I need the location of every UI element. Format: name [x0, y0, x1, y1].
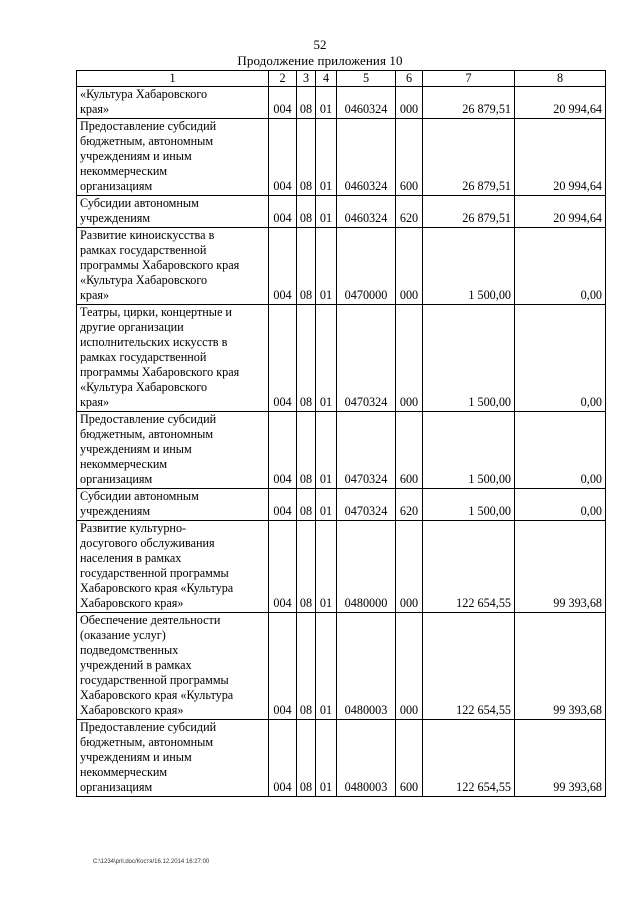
description-line: организациям	[80, 472, 153, 486]
description-line: программы Хабаровского края	[80, 365, 240, 379]
description-line: исполнительских искусств в	[80, 335, 228, 349]
section-code-cell: 08	[297, 305, 316, 412]
expense-type-cell: 000	[396, 228, 423, 305]
description-line: «Культура Хабаровского	[80, 87, 208, 101]
amount-actual-cell: 0,00	[515, 228, 606, 305]
table-header-row	[77, 71, 606, 87]
description-line: учреждениям	[80, 211, 151, 225]
row-description	[77, 305, 269, 412]
section-code-cell: 08	[297, 720, 316, 797]
description-line: досугового обслуживания	[80, 536, 215, 550]
target-article-cell: 0460324	[337, 87, 396, 119]
section-code-cell: 08	[297, 228, 316, 305]
section-code-cell: 08	[297, 87, 316, 119]
amount-plan-cell: 122 654,55	[423, 521, 515, 613]
section-code-cell: 08	[297, 412, 316, 489]
ministry-code-cell: 004	[269, 489, 297, 521]
row-description	[77, 228, 269, 305]
table-row	[77, 613, 606, 720]
subsection-code-cell: 01	[316, 412, 337, 489]
target-article-cell: 0470324	[337, 412, 396, 489]
description-line: Хабаровского края»	[80, 596, 184, 610]
description-line: некоммерческим	[80, 164, 168, 178]
description-line: Предоставление субсидий	[80, 720, 217, 734]
description-line: рамках государственной	[80, 350, 207, 364]
amount-actual-cell: 99 393,68	[515, 720, 606, 797]
description-line: некоммерческим	[80, 765, 168, 779]
target-article-cell: 0470324	[337, 489, 396, 521]
expense-type-cell: 600	[396, 720, 423, 797]
expense-type-cell: 000	[396, 305, 423, 412]
header-cell: 6	[396, 71, 423, 87]
header-cell: 4	[316, 71, 337, 87]
subsection-code-cell: 01	[316, 87, 337, 119]
description-line: государственной программы	[80, 566, 229, 580]
ministry-code-cell: 004	[269, 613, 297, 720]
target-article-cell: 0460324	[337, 119, 396, 196]
description-line: бюджетным, автономным	[80, 427, 214, 441]
description-line: государственной программы	[80, 673, 229, 687]
section-code-cell: 08	[297, 119, 316, 196]
amount-plan-cell: 1 500,00	[423, 305, 515, 412]
table-row	[77, 196, 606, 228]
description-line: Театры, цирки, концертные и	[80, 305, 232, 319]
row-description	[77, 720, 269, 797]
amount-plan-cell: 122 654,55	[423, 720, 515, 797]
expense-type-cell: 620	[396, 196, 423, 228]
description-line: учреждениям и иным	[80, 442, 192, 456]
row-description	[77, 521, 269, 613]
ministry-code-cell: 004	[269, 196, 297, 228]
description-line: края»	[80, 395, 110, 409]
table-row	[77, 87, 606, 119]
description-line: учреждениям	[80, 504, 151, 518]
expense-type-cell: 000	[396, 87, 423, 119]
amount-plan-cell: 26 879,51	[423, 87, 515, 119]
subsection-code-cell: 01	[316, 521, 337, 613]
table-row	[77, 228, 606, 305]
page-number: 52	[313, 37, 327, 52]
expense-type-cell: 600	[396, 119, 423, 196]
table-row	[77, 412, 606, 489]
subsection-code-cell: 01	[316, 305, 337, 412]
subsection-code-cell: 01	[316, 119, 337, 196]
description-line: Хабаровского края «Культура	[80, 581, 234, 595]
amount-actual-cell: 99 393,68	[515, 613, 606, 720]
amount-actual-cell: 99 393,68	[515, 521, 606, 613]
description-line: программы Хабаровского края	[80, 258, 240, 272]
description-line: учреждениям и иным	[80, 750, 192, 764]
description-line: бюджетным, автономным	[80, 735, 214, 749]
description-line: рамках государственной	[80, 243, 207, 257]
ministry-code-cell: 004	[269, 412, 297, 489]
description-line: Развитие киноискусства в	[80, 228, 215, 242]
target-article-cell: 0470000	[337, 228, 396, 305]
amount-plan-cell: 1 500,00	[423, 489, 515, 521]
row-description	[77, 196, 269, 228]
budget-table	[76, 70, 606, 797]
table-row	[77, 489, 606, 521]
expense-type-cell: 600	[396, 412, 423, 489]
description-line: другие организации	[80, 320, 184, 334]
description-line: Хабаровского края»	[80, 703, 184, 717]
amount-actual-cell: 20 994,64	[515, 87, 606, 119]
header-cell: 7	[423, 71, 515, 87]
amount-actual-cell: 0,00	[515, 412, 606, 489]
amount-plan-cell: 122 654,55	[423, 613, 515, 720]
ministry-code-cell: 004	[269, 305, 297, 412]
description-line: организациям	[80, 780, 153, 794]
row-description	[77, 613, 269, 720]
subsection-code-cell: 01	[316, 228, 337, 305]
description-line: некоммерческим	[80, 457, 168, 471]
amount-actual-cell: 0,00	[515, 305, 606, 412]
continuation-title: Продолжение приложения 10	[237, 53, 403, 68]
amount-actual-cell: 20 994,64	[515, 196, 606, 228]
target-article-cell: 0460324	[337, 196, 396, 228]
description-line: Субсидии автономным	[80, 489, 199, 503]
header-cell: 8	[515, 71, 606, 87]
section-code-cell: 08	[297, 613, 316, 720]
section-code-cell: 08	[297, 196, 316, 228]
description-line: Обеспечение деятельности	[80, 613, 221, 627]
subsection-code-cell: 01	[316, 720, 337, 797]
table-row	[77, 720, 606, 797]
amount-plan-cell: 1 500,00	[423, 228, 515, 305]
table-row	[77, 119, 606, 196]
subsection-code-cell: 01	[316, 489, 337, 521]
target-article-cell: 0470324	[337, 305, 396, 412]
description-line: края»	[80, 102, 110, 116]
description-line: Развитие культурно-	[80, 521, 187, 535]
table-row	[77, 521, 606, 613]
ministry-code-cell: 004	[269, 521, 297, 613]
ministry-code-cell: 004	[269, 119, 297, 196]
amount-plan-cell: 26 879,51	[423, 119, 515, 196]
description-line: подведомственных	[80, 643, 179, 657]
description-line: населения в рамках	[80, 551, 182, 565]
ministry-code-cell: 004	[269, 720, 297, 797]
row-description	[77, 489, 269, 521]
header-cell: 2	[269, 71, 297, 87]
amount-plan-cell: 1 500,00	[423, 412, 515, 489]
amount-plan-cell: 26 879,51	[423, 196, 515, 228]
header-cell: 1	[77, 71, 269, 87]
subsection-code-cell: 01	[316, 613, 337, 720]
file-path-footer: C:\1234\pril.doc/Костя/16.12.2014 16:27:00	[93, 859, 210, 865]
header-cell: 3	[297, 71, 316, 87]
ministry-code-cell: 004	[269, 87, 297, 119]
expense-type-cell: 000	[396, 613, 423, 720]
description-line: Предоставление субсидий	[80, 412, 217, 426]
description-line: «Культура Хабаровского	[80, 380, 208, 394]
row-description	[77, 412, 269, 489]
amount-actual-cell: 0,00	[515, 489, 606, 521]
table-row	[77, 305, 606, 412]
description-line: бюджетным, автономным	[80, 134, 214, 148]
row-description	[77, 87, 269, 119]
description-line: «Культура Хабаровского	[80, 273, 208, 287]
description-line: учреждениям и иным	[80, 149, 192, 163]
description-line: Хабаровского края «Культура	[80, 688, 234, 702]
description-line: (оказание услуг)	[80, 628, 166, 642]
expense-type-cell: 620	[396, 489, 423, 521]
target-article-cell: 0480003	[337, 613, 396, 720]
ministry-code-cell: 004	[269, 228, 297, 305]
amount-actual-cell: 20 994,64	[515, 119, 606, 196]
target-article-cell: 0480000	[337, 521, 396, 613]
description-line: организациям	[80, 179, 153, 193]
description-line: края»	[80, 288, 110, 302]
target-article-cell: 0480003	[337, 720, 396, 797]
description-line: учреждений в рамках	[80, 658, 192, 672]
description-line: Субсидии автономным	[80, 196, 199, 210]
expense-type-cell: 000	[396, 521, 423, 613]
description-line: Предоставление субсидий	[80, 119, 217, 133]
row-description	[77, 119, 269, 196]
section-code-cell: 08	[297, 489, 316, 521]
section-code-cell: 08	[297, 521, 316, 613]
header-cell: 5	[337, 71, 396, 87]
subsection-code-cell: 01	[316, 196, 337, 228]
